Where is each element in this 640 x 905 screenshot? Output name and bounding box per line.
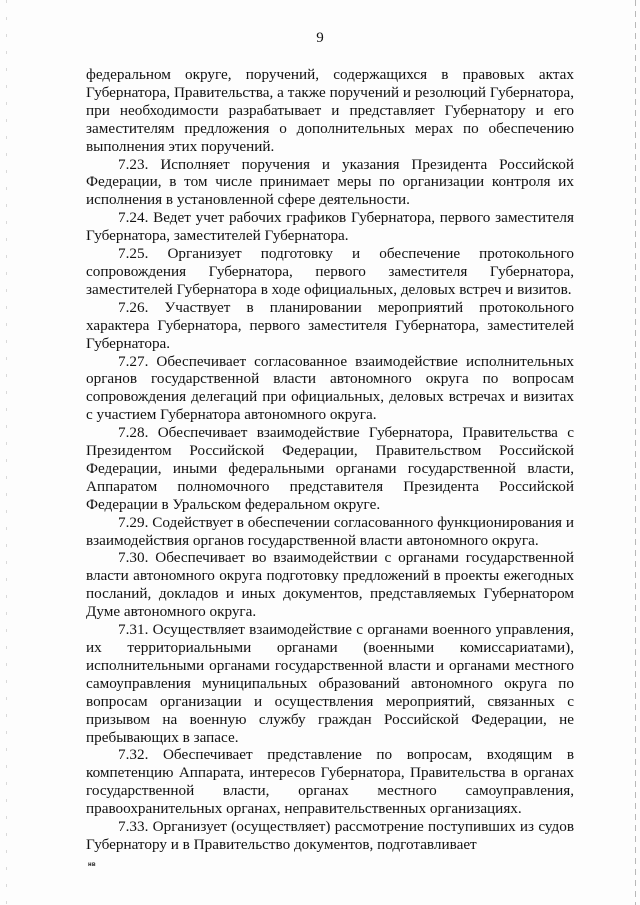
body-text	[86, 66, 574, 854]
paragraph-7-33: 7.33. Организует (осуществляет) рассмотрение поступивших из судов Губернатору и в Правительство документов, подготавливает	[86, 818, 574, 853]
scan-edge-left	[6, 0, 7, 905]
paragraph-7-27: 7.27. Обеспечивает согласованное взаимодействие исполнительных органов государственной власти автономного округа по вопросам сопровождения делегаций при официальных, деловых встречах и визитах с участием Губернатора автономного округа.	[86, 352, 574, 424]
paragraph-continuation: федеральном округе, поручений, содержащихся в правовых актах Губернатора, Правительства, а также поручений и резолюций Губернатора, при необходимости разрабатывает и представляет Губернатору и его заместителям предложения о дополнительных мерах по обеспечению выполнения этих поручений.	[86, 66, 574, 155]
paragraph-7-25: 7.25. Организует подготовку и обеспечение протокольного сопровождения Губернатора, первого заместителя Губернатора, заместителей Губернатора в ходе официальных, деловых встреч и визитов.	[86, 245, 574, 298]
paragraph-7-28: 7.28. Обеспечивает взаимодействие Губернатора, Правительства с Президентом Российской Федерации, Правительством Российской Федерации, иными федеральными органами государственной власти, Аппаратом полномочного представителя Президента Российской Федерации в Уральском федеральном округе.	[86, 424, 574, 513]
page-number: 9	[316, 30, 324, 46]
paragraph-7-23: 7.23. Исполняет поручения и указания Президента Российской Федерации, в том числе принимает меры по организации контроля их исполнения в установленной сфере деятельности.	[86, 155, 574, 209]
paragraph-7-30: 7.30. Обеспечивает во взаимодействии с органами государственной власти автономного округа подготовку предложений в проекты ежегодных посланий, докладов и иных документов, представляемых Губернатором Думе автономного округа.	[86, 549, 574, 621]
paragraph-7-29: 7.29. Содействует в обеспечении согласованного функционирования и взаимодействия органов государственной власти автономного округа.	[86, 513, 574, 549]
footer-initials: нв	[88, 862, 96, 868]
paragraph-7-32: 7.32. Обеспечивает представление по вопросам, входящим в компетенцию Аппарата, интересов Губернатора, Правительства в органах государственной власти, органах местного самоуправления, правоохранительных органах, неправительственных организациях.	[86, 746, 574, 818]
paragraph-7-26: 7.26. Участвует в планировании мероприятий протокольного характера Губернатора, первого заместителя Губернатора, заместителей Губернатора.	[86, 298, 574, 352]
paragraph-7-24: 7.24. Ведет учет рабочих графиков Губернатора, первого заместителя Губернатора, заместителей Губернатора.	[86, 209, 574, 245]
scan-edge-right	[635, 0, 636, 905]
paragraph-7-31: 7.31. Осуществляет взаимодействие с органами военного управления, их территориальными органами (военными комиссариатами), исполнительными органами государственной власти и органами местного самоуправления муниципальных образований автономного округа по вопросам организации и осуществления мероприятий, связанных с призывом на военную службу граждан Российской Федерации, не пребывающих в запасе.	[86, 621, 574, 746]
